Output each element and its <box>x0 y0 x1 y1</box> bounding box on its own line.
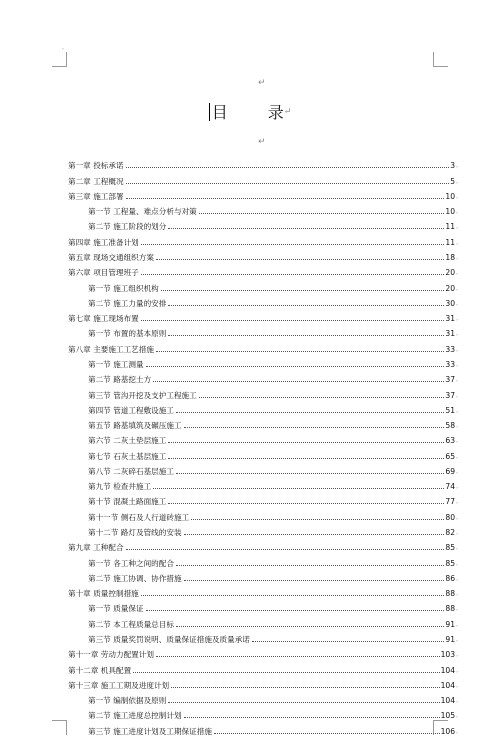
toc-entry-label: 第十二章 机具配置 <box>68 665 132 675</box>
dot-leader <box>133 671 439 673</box>
toc-section-entry[interactable] <box>68 384 458 399</box>
toc-entry-label: 第十节 混凝土路面施工 <box>88 497 167 507</box>
paragraph-mark-icon: , <box>456 544 458 552</box>
paragraph-mark-icon: , <box>456 666 458 674</box>
toc-page-number: 63 <box>445 436 456 446</box>
toc-page-number: 91 <box>445 619 456 629</box>
toc-page-number: 104 <box>440 680 456 690</box>
toc-section-entry[interactable] <box>68 705 458 720</box>
toc-section-entry[interactable] <box>68 690 458 705</box>
dot-leader <box>168 304 444 306</box>
toc-section-entry[interactable] <box>68 552 458 567</box>
toc-entry-label: 第一节 施工测量 <box>88 359 144 369</box>
paragraph-mark-icon: , <box>456 284 458 292</box>
toc-page-number: 3 <box>450 161 456 171</box>
toc-chapter-entry[interactable] <box>68 231 458 246</box>
toc-section-entry[interactable] <box>68 293 458 308</box>
toc-page-number: 20 <box>445 268 456 278</box>
toc-page-number: 82 <box>445 528 456 538</box>
dot-leader <box>153 487 444 489</box>
paragraph-mark-icon: , <box>456 727 458 735</box>
toc-section-entry[interactable] <box>68 445 458 460</box>
paragraph-mark-icon: ↵ <box>258 78 266 88</box>
corner-paragraph-mark: , <box>62 44 64 51</box>
toc-entry-label: 第十三章 施工工期及进度计划 <box>68 680 170 690</box>
paragraph-mark-icon: , <box>456 559 458 567</box>
page-title <box>0 100 500 123</box>
toc-page-number: 86 <box>445 573 456 583</box>
toc-entry-label: 第一节 编制依据及原则 <box>88 696 167 706</box>
toc-entry-label: 第二节 施工力量的安排 <box>88 298 167 308</box>
paragraph-mark-icon: , <box>456 498 458 506</box>
paragraph-mark-icon: , <box>456 620 458 628</box>
paragraph-mark-icon: , <box>456 360 458 368</box>
dot-leader <box>168 457 444 459</box>
dot-leader <box>168 334 444 336</box>
toc-entry-label: 第二节 施工阶段的划分 <box>88 222 167 232</box>
toc-entry-label: 第三节 质量奖罚说明、质量保证措施及质量承诺 <box>88 635 250 644</box>
paragraph-mark-icon: , <box>456 605 458 613</box>
paragraph-mark-icon: ↵ <box>283 107 292 117</box>
dot-leader <box>141 319 445 321</box>
toc-page-number: 77 <box>445 497 456 507</box>
paragraph-mark-icon: , <box>456 192 458 200</box>
dot-leader <box>176 564 444 566</box>
toc-entry-label: 第一节 施工组织机构 <box>88 283 159 293</box>
toc-section-entry[interactable] <box>68 613 458 628</box>
paragraph-mark-icon: , <box>456 345 458 353</box>
toc-section-entry[interactable] <box>68 568 458 583</box>
dot-leader <box>168 502 444 504</box>
paragraph-mark-icon: , <box>456 590 458 598</box>
toc-entry-label: 第十一节 侧石及人行道砖施工 <box>88 512 190 522</box>
toc-section-entry[interactable] <box>68 369 458 384</box>
toc-page-number: 74 <box>445 482 456 492</box>
toc-entry-label: 第九章 工种配合 <box>68 543 124 553</box>
toc-page-number: 30 <box>445 298 456 308</box>
dot-leader <box>126 182 450 184</box>
crop-mark-bottom-left <box>52 720 67 735</box>
paragraph-mark-icon: , <box>456 238 458 246</box>
toc-page-number: 18 <box>445 252 456 262</box>
dot-leader <box>171 686 439 688</box>
toc-page-number: 106 <box>440 726 456 736</box>
dot-leader <box>191 518 444 520</box>
dot-leader <box>126 197 445 199</box>
toc-entry-label: 第二节 施工协调、协作措施 <box>88 573 182 583</box>
toc-entry-label: 第一节 布置的基本原则 <box>88 329 167 339</box>
toc-section-entry[interactable] <box>68 354 458 369</box>
toc-chapter-entry[interactable] <box>68 186 458 201</box>
dot-leader <box>199 212 445 214</box>
paragraph-mark-icon: , <box>456 467 458 475</box>
paragraph-mark-icon: , <box>456 636 458 643</box>
toc-section-entry[interactable] <box>68 506 458 521</box>
toc-entry-label: 第二节 施工进度总控制计划 <box>88 711 182 721</box>
paragraph-mark-icon: , <box>456 422 458 430</box>
toc-section-entry[interactable] <box>68 430 458 445</box>
dot-leader <box>156 655 440 657</box>
paragraph-mark-icon: , <box>456 712 458 720</box>
toc-page-number: 85 <box>445 543 456 553</box>
text-cursor <box>209 103 210 121</box>
toc-chapter-entry[interactable] <box>68 537 458 552</box>
toc-entry-label: 第九节 检查井施工 <box>88 482 152 492</box>
paragraph-mark-icon: , <box>456 299 458 307</box>
toc-page-number: 80 <box>445 512 456 522</box>
toc-page-number: 11 <box>445 222 456 232</box>
toc-page-number: 103 <box>440 650 456 660</box>
toc-entry-label: 第十章 质量控制措施 <box>68 589 139 599</box>
toc-section-entry[interactable] <box>68 720 458 735</box>
toc-page-number: 69 <box>445 466 456 476</box>
paragraph-mark-icon: , <box>456 406 458 414</box>
toc-page-number: 88 <box>445 604 456 614</box>
paragraph-mark-icon: , <box>456 513 458 521</box>
toc-page-number: 105 <box>440 711 456 721</box>
paragraph-mark-icon: ↵ <box>258 137 266 147</box>
toc-page-number: 88 <box>445 589 456 599</box>
toc-entry-label: 第二节 本工程质量总目标 <box>88 619 174 629</box>
paragraph-mark-icon: , <box>456 437 458 445</box>
toc-page-number: 37 <box>445 390 456 400</box>
toc-entry-label: 第六节 二灰土垫层施工 <box>88 436 167 446</box>
toc-chapter-entry[interactable] <box>68 247 458 262</box>
toc-page-number: 33 <box>445 344 456 354</box>
toc-entry-label: 第四节 管道工程敷设施工 <box>88 405 174 415</box>
dot-leader <box>156 258 444 260</box>
table-of-contents <box>68 155 458 736</box>
toc-entry-label: 第十一章 劳动力配置计划 <box>68 650 154 660</box>
toc-section-entry[interactable] <box>68 323 458 338</box>
toc-section-entry[interactable] <box>68 216 458 231</box>
paragraph-mark-icon: , <box>456 452 458 460</box>
crop-mark-top-right <box>433 52 448 67</box>
paragraph-mark-icon: , <box>456 208 458 216</box>
toc-section-entry[interactable] <box>68 629 458 644</box>
toc-chapter-entry[interactable] <box>68 338 458 353</box>
paragraph-mark-icon: , <box>456 483 458 491</box>
toc-page-number: 85 <box>445 558 456 568</box>
toc-entry-label: 第二节 路基挖土方 <box>88 375 152 385</box>
toc-page-number: 33 <box>445 359 456 369</box>
dot-leader <box>168 227 444 229</box>
toc-entry-label: 第三节 管沟开挖及支护工程施工 <box>88 390 197 400</box>
paragraph-mark-icon: , <box>456 651 458 659</box>
paragraph-mark-icon: , <box>456 376 458 384</box>
dot-leader <box>161 289 445 291</box>
paragraph-mark-icon: , <box>456 253 458 261</box>
dot-leader <box>176 411 444 413</box>
toc-page-number: 10 <box>445 191 456 201</box>
toc-page-number: 10 <box>445 207 456 217</box>
toc-entry-label: 第八节 二灰碎石基层施工 <box>88 466 174 476</box>
paragraph-mark-icon: , <box>456 162 458 170</box>
toc-page-number: 91 <box>445 635 456 644</box>
title-char-2: 录 <box>267 103 284 122</box>
paragraph-mark-icon: , <box>456 330 458 338</box>
dot-leader <box>176 625 444 627</box>
toc-entry-label: 第五章 现场交通组织方案 <box>68 252 154 262</box>
toc-chapter-entry[interactable] <box>68 659 458 674</box>
toc-entry-label: 第四章 施工准备计划 <box>68 237 139 247</box>
paragraph-mark-icon: , <box>456 697 458 705</box>
dot-leader <box>176 472 444 474</box>
toc-page-number: 31 <box>445 314 456 324</box>
toc-page-number: 104 <box>440 696 456 706</box>
dot-leader <box>141 243 445 245</box>
dot-leader <box>146 365 445 367</box>
toc-entry-label: 第一节 质量保证 <box>88 604 144 614</box>
toc-page-number: 20 <box>445 283 456 293</box>
toc-entry-label: 第七章 施工现场布置 <box>68 314 139 324</box>
dot-leader <box>141 594 445 596</box>
toc-entry-label: 第一节 各工种之间的配合 <box>88 558 174 568</box>
dot-leader <box>153 380 444 382</box>
toc-chapter-entry[interactable] <box>68 155 458 170</box>
paragraph-mark-icon: , <box>456 529 458 537</box>
toc-section-entry[interactable] <box>68 415 458 430</box>
paragraph-mark-icon: , <box>456 177 458 185</box>
dot-leader <box>168 441 444 443</box>
dot-leader <box>184 533 445 535</box>
dot-leader <box>184 716 440 718</box>
toc-entry-label: 第二章 工程概况 <box>68 176 124 186</box>
toc-section-entry[interactable] <box>68 400 458 415</box>
toc-chapter-entry[interactable] <box>68 644 458 659</box>
paragraph-mark-icon: , <box>456 315 458 323</box>
dot-leader <box>252 640 445 642</box>
paragraph-mark-icon: , <box>456 269 458 277</box>
toc-entry-label: 第三节 施工进度计划及工期保证措施 <box>88 726 212 736</box>
toc-entry-label: 第一节 工程量、难点分析与对策 <box>88 207 197 217</box>
paragraph-mark-icon: , <box>456 574 458 582</box>
dot-leader <box>126 166 450 168</box>
toc-entry-label: 第八章 主要施工工艺措施 <box>68 344 154 354</box>
title-char-1: 目 <box>211 103 228 122</box>
toc-section-entry[interactable] <box>68 476 458 491</box>
toc-page-number: 65 <box>445 451 456 461</box>
dot-leader <box>199 396 445 398</box>
dot-leader <box>184 579 445 581</box>
toc-section-entry[interactable] <box>68 598 458 613</box>
toc-entry-label: 第七节 石灰土基层施工 <box>88 451 167 461</box>
toc-entry-label: 第三章 施工部署 <box>68 191 124 201</box>
toc-page-number: 58 <box>445 421 456 431</box>
toc-page-number: 11 <box>445 237 456 247</box>
paragraph-mark-icon: , <box>456 223 458 231</box>
toc-chapter-entry[interactable] <box>68 583 458 598</box>
dot-leader <box>156 350 444 352</box>
toc-entry-label: 第一章 投标承诺 <box>68 161 124 171</box>
toc-section-entry[interactable] <box>68 491 458 506</box>
dot-leader <box>168 701 439 703</box>
toc-section-entry[interactable] <box>68 461 458 476</box>
toc-entry-label: 第五节 路基填筑及碾压施工 <box>88 421 182 431</box>
toc-page-number: 51 <box>445 405 456 415</box>
paragraph-mark-icon: , <box>456 681 458 689</box>
dot-leader <box>184 426 445 428</box>
toc-chapter-entry[interactable] <box>68 262 458 277</box>
toc-section-entry[interactable] <box>68 277 458 292</box>
toc-chapter-entry[interactable] <box>68 308 458 323</box>
dot-leader <box>146 609 445 611</box>
toc-section-entry[interactable] <box>68 522 458 537</box>
toc-page-number: 31 <box>445 329 456 339</box>
toc-section-entry[interactable] <box>68 201 458 216</box>
toc-entry-label: 第十二节 路灯及管线的安装 <box>88 528 182 538</box>
dot-leader <box>126 548 445 550</box>
dot-leader <box>141 273 445 275</box>
toc-page-number: 5 <box>450 176 456 186</box>
crop-mark-top-left <box>52 52 67 67</box>
toc-page-number: 37 <box>445 375 456 385</box>
toc-chapter-entry[interactable] <box>68 675 458 690</box>
dot-leader <box>214 732 440 734</box>
toc-chapter-entry[interactable] <box>68 170 458 185</box>
toc-page-number: 104 <box>440 665 456 675</box>
paragraph-mark-icon: , <box>456 391 458 399</box>
toc-entry-label: 第六章 项目管理班子 <box>68 268 139 278</box>
